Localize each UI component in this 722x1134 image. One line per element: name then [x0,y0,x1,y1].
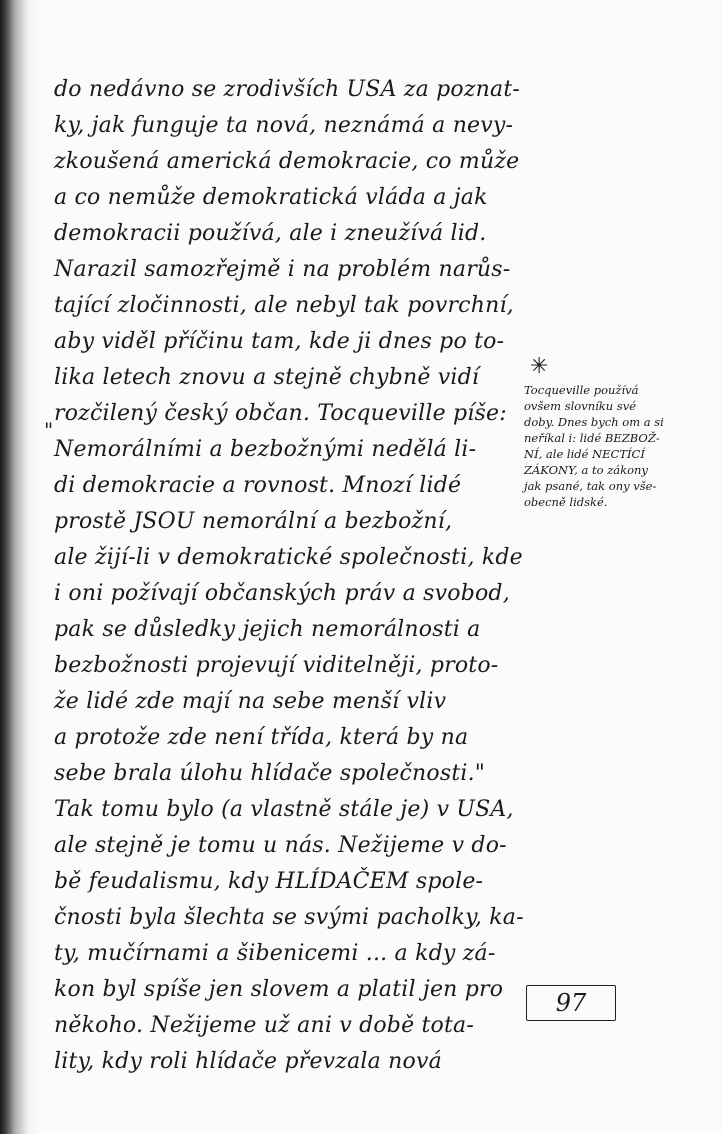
margin-note-line: ZÁKONY, a to zákony [524,463,648,477]
text-line: i oni požívají občanských práv a svobod, [54,581,510,606]
margin-note-line: jak psané, tak ony vše- [524,479,657,493]
text-line: kon byl spíše jen slovem a platil jen pro [54,977,504,1002]
text-line: tající zločinnosti, ale nebyl tak povrchní, [54,293,514,318]
text-line: demokracii používá, ale i zneužívá lid. [54,221,487,246]
margin-note [524,356,684,510]
text-line: Narazil samozřejmě i na problém narůs- [54,257,511,282]
text-line: že lidé zde mají na sebe menší vliv [54,689,447,714]
text-line: rozčilený český občan. Tocqueville píše: [54,401,507,426]
margin-note-line: NÍ, ale lidé NECTÍCÍ [524,447,645,461]
text-line: bezbožnosti projevují viditelněji, proto- [54,653,499,678]
asterisk-icon: ✳ [530,354,549,379]
text-line: a co nemůže demokratická vláda a jak [54,185,488,210]
text-line: ky, jak funguje ta nová, neznámá a nevy- [54,113,514,138]
main-text-block [54,72,524,1080]
margin-note-line: obecně lidské. [524,495,608,509]
text-line: do nedávno se zrodivších USA za poznat- [54,77,521,102]
page-number: 97 [555,989,587,1017]
text-line: někoho. Nežijeme už ani v době tota- [54,1013,474,1038]
text-line: ale stejně je tomu u nás. Nežijeme v do- [54,833,507,858]
margin-note-line: doby. Dnes bych om a si [524,415,664,429]
margin-note-line: ovšem slovníku své [524,399,637,413]
margin-note-line: Tocqueville používá [524,383,639,397]
text-line: zkoušená americká demokracie, co může [54,149,520,174]
text-line: lity, kdy roli hlídače převzala nová [54,1049,442,1074]
text-line: Nemorálními a bezbožnými nedělá li- [54,437,477,462]
text-line: prostě JSOU nemorální a bezbožní, [54,509,453,534]
text-line: bě feudalismu, kdy HLÍDAČEM spole- [54,869,484,894]
text-line: aby viděl příčinu tam, kde ji dnes po to- [54,329,505,354]
text-line: Tak tomu bylo (a vlastně stále je) v USA, [54,797,514,822]
text-line: di demokracie a rovnost. Mnozí lidé [54,473,462,498]
text-line: ty, mučírnami a šibenicemi ... a kdy zá- [54,941,496,966]
text-line: lika letech znovu a stejně chybně vidí [54,365,480,390]
text-line: a protože zde není třída, která by na [54,725,469,750]
binding-shadow [0,0,30,1134]
margin-note-line: neříkal i: lidé BEZBOŽ- [524,431,660,445]
text-line: sebe brala úlohu hlídače společnosti." [54,761,486,786]
text-line: čnosti byla šlechta se svými pacholky, ka- [54,905,524,930]
text-line: pak se důsledky jejich nemorálnosti a [54,617,481,642]
page-number-box [526,985,616,1021]
opening-quote-mark: " [44,418,54,442]
text-line: ale žijí-li v demokratické společnosti, kde [54,545,523,570]
